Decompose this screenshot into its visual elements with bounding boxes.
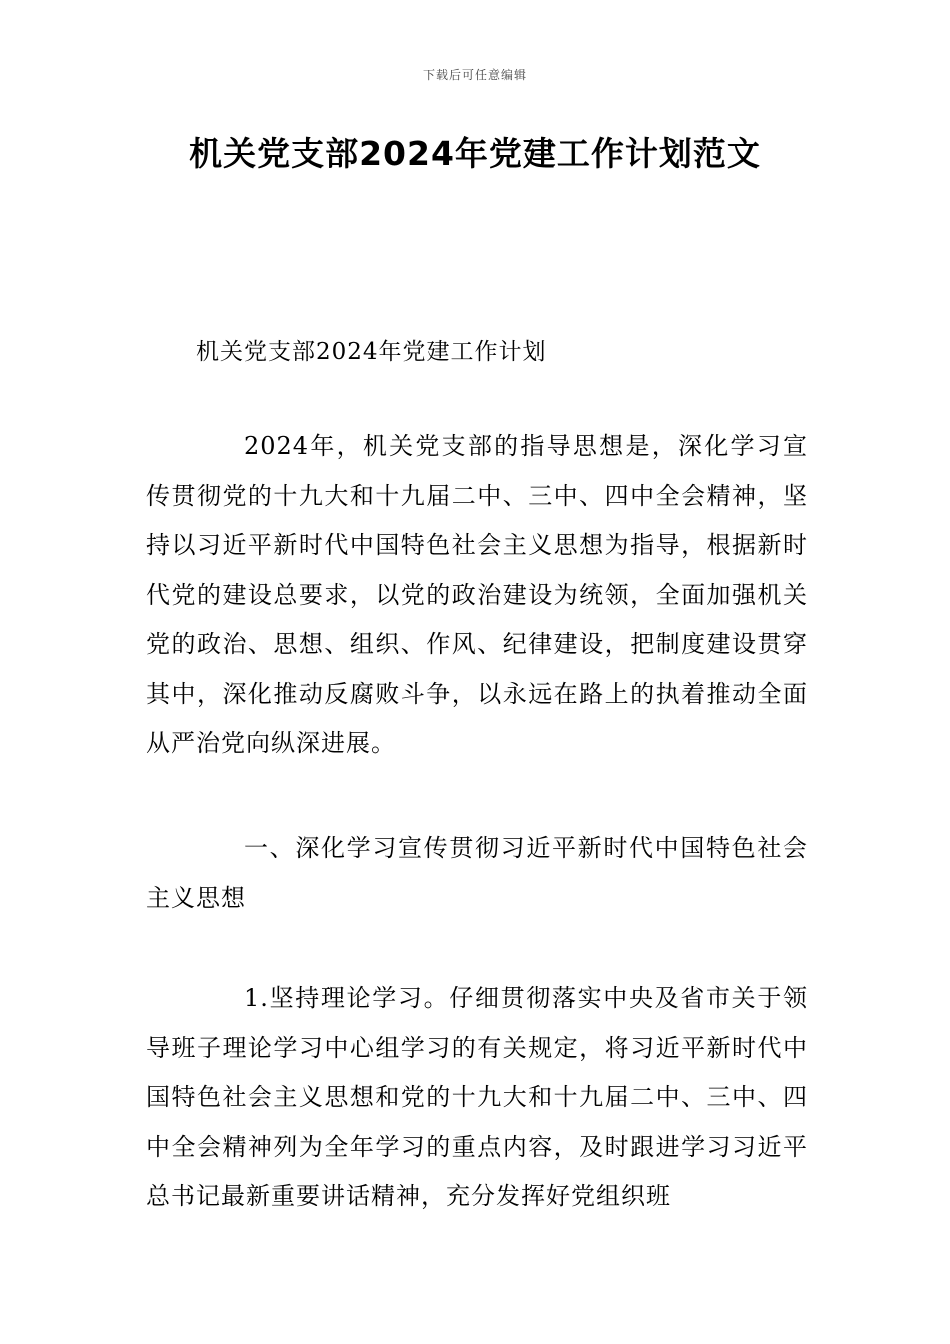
item-paragraph-1: 1.坚持理论学习。仔细贯彻落实中央及省市关于领导班子理论学习中心组学习的有关规定，将习近平新时代中国特色社会主义思想和党的十九大和十九届二中、三中、四中全会精神列为全年学习的重点内容，及时跟进学习习近平总书记最新重要讲话精神，充分发挥好党组织班 [146, 984, 808, 1210]
section-heading-1: 一、深化学习宣传贯彻习近平新时代中国特色社会主义思想 [146, 834, 808, 912]
document-title: 机关党支部2024年党建工作计划范文 [189, 134, 761, 173]
document-subtitle: 机关党支部2024年党建工作计划 [196, 339, 547, 365]
intro-paragraph: 2024年，机关党支部的指导思想是，深化学习宣传贯彻党的十九大和十九届二中、三中、四中全会精神，坚持以习近平新时代中国特色社会主义思想为指导，根据新时代党的建设总要求，以党的政治建设为统领，全面加强机关党的政治、思想、组织、作风、纪律建设，把制度建设贯穿其中，深化推动反腐败斗争，以永远在路上的执着推动全面从严治党向纵深进展。 [146, 432, 808, 757]
header-note: 下载后可任意编辑 [422, 68, 527, 82]
